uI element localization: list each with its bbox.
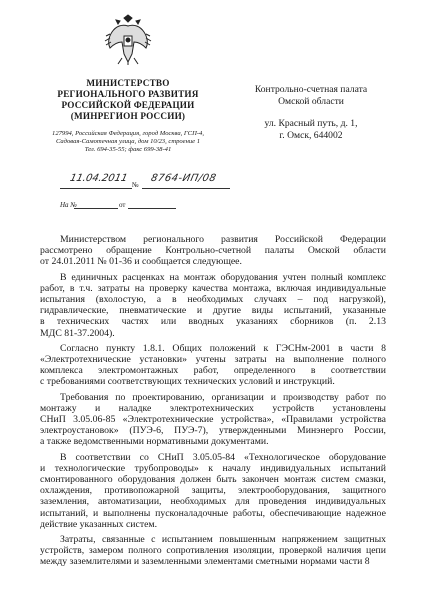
- paragraph-line: «Электротехнические установки» учтены затраты на выполнение полного: [40, 354, 386, 366]
- paragraph: [40, 272, 386, 339]
- paragraph-line: рассмотрено обращение Контрольно-счетной палаты Омской области: [40, 245, 386, 257]
- paragraph: [40, 392, 386, 448]
- recipient-block: [236, 84, 386, 142]
- paragraph-line: Согласно пункту 1.8.1. Общих положений к ГЭСНм-2001 в части 8: [60, 342, 386, 354]
- reference-label: На №: [60, 201, 77, 209]
- paragraph: [40, 343, 386, 388]
- paragraph-line: работ, в т.ч. затраты на проверку качества монтажа, включая индивидуальные: [40, 282, 386, 294]
- coat-of-arms-emblem: [104, 14, 152, 66]
- paragraph-line: с требованиями соответствующих технических условий и инструкций.: [40, 376, 335, 388]
- paragraph-line: В соответствии со СНиП 3.05.05-84 «Технологическое оборудование: [60, 451, 386, 463]
- paragraph-line: Затраты, связанные с испытанием повышенным напряжением защитных: [60, 534, 386, 546]
- address-line-2: Садовая-Самотечная улица, дом 10/23, строение 1: [55, 138, 201, 145]
- recipient-line-2: Омской области: [278, 96, 344, 107]
- paragraph-line: Министерством регионального развития Российской Федерации: [60, 234, 386, 245]
- reference-line: [60, 201, 230, 211]
- ministry-line-3: РОССИЙСКОЙ ФЕДЕРАЦИИ: [61, 100, 195, 110]
- ministry-line-4: (МИНРЕГИОН РОССИИ): [70, 111, 186, 121]
- recipient-line-4: г. Омск, 644002: [279, 130, 343, 141]
- paragraph-line: и технологические трубопроводы» к началу индивидуальных испытаний: [40, 462, 386, 474]
- paragraph-line: В единичных расценках на монтаж оборудования учтен полный комплекс: [60, 271, 386, 283]
- paragraph: [40, 234, 386, 268]
- paragraph-line: действие указанных систем.: [40, 518, 158, 530]
- paragraph-line: заземления, автоматизации, необходимых для проведения индивидуальных: [40, 496, 386, 508]
- reference-date-underline: [128, 208, 176, 209]
- paragraph-line: от 24.01.2011 № 01-36 и сообщается следующее.: [40, 256, 242, 268]
- handwritten-date: 11.04.2011: [68, 173, 129, 184]
- paragraph-line: испытаний, и выполнены пусконаладочные работы, обеспечивающие надежное: [40, 507, 386, 519]
- paragraph-line: смонтированного оборудования должен быть закончен монтаж систем смазки,: [40, 474, 386, 486]
- paragraph-line: а также ведомственными нормативными документами.: [40, 436, 269, 448]
- paragraph-line: испытания (вхолостую, а в необходимых случаях – под нагрузкой),: [40, 294, 386, 306]
- recipient-line-1: Контрольно-счетная палата: [254, 84, 368, 95]
- paragraph-line: электроустановок» (ПУЭ-6, ПУЭ-7), утвержденными Минэнерго России,: [40, 425, 386, 437]
- paragraph: [40, 534, 386, 568]
- number-label: №: [132, 181, 139, 189]
- number-underline: [142, 188, 230, 189]
- ministry-header: [50, 78, 206, 122]
- paragraph-line: Требования по проектированию, организации и производству работ по: [60, 391, 386, 403]
- reference-number-underline: [74, 208, 118, 209]
- paragraph-line: между заземлителями и заземленными элементами сметными нормами части 8: [40, 556, 370, 568]
- paragraph-line: монтажу и наладке электротехнических устройств установлены: [40, 402, 386, 414]
- paragraph-line: охлаждения, противопожарной защиты, электрооборудования, защитного: [40, 485, 386, 497]
- recipient-line-3: ул. Красный путь, д. 1,: [264, 118, 358, 129]
- paragraph-line: комплекса электромонтажных работ, определенного в соответствии: [40, 365, 386, 377]
- reference-from-label: от: [119, 201, 126, 209]
- registration-line: [60, 173, 230, 192]
- ministry-line-2: РЕГИОНАЛЬНОГО РАЗВИТИЯ: [57, 89, 199, 99]
- paragraph-line: гидравлические, пневматические и другие виды испытаний, указанные: [40, 305, 386, 317]
- handwritten-number: 8764-ИП/08: [149, 173, 218, 184]
- ministry-line-1: МИНИСТЕРСТВО: [86, 78, 170, 88]
- paragraph: [40, 452, 386, 530]
- paragraph-line: СНиП 3.05.06-85 «Электротехнические устройства», «Правилами устройства: [40, 414, 386, 426]
- date-underline: [60, 188, 132, 189]
- address-line-1: 127994, Российская Федерация, город Москва, ГСП-4,: [52, 130, 204, 137]
- paragraph-line: в технических частях или вводных указаниях сборников (п. 2.13: [40, 316, 386, 328]
- letter-body: [40, 234, 386, 572]
- paragraph-line: устройств, замером полного сопротивления изоляции, проверкой наличия цепи: [40, 545, 386, 557]
- paragraph-line: МДС 81-37.2004).: [40, 327, 115, 339]
- ministry-address: [52, 130, 204, 154]
- address-line-3: Тел. 694-35-55; факс 699-38-41: [84, 146, 172, 153]
